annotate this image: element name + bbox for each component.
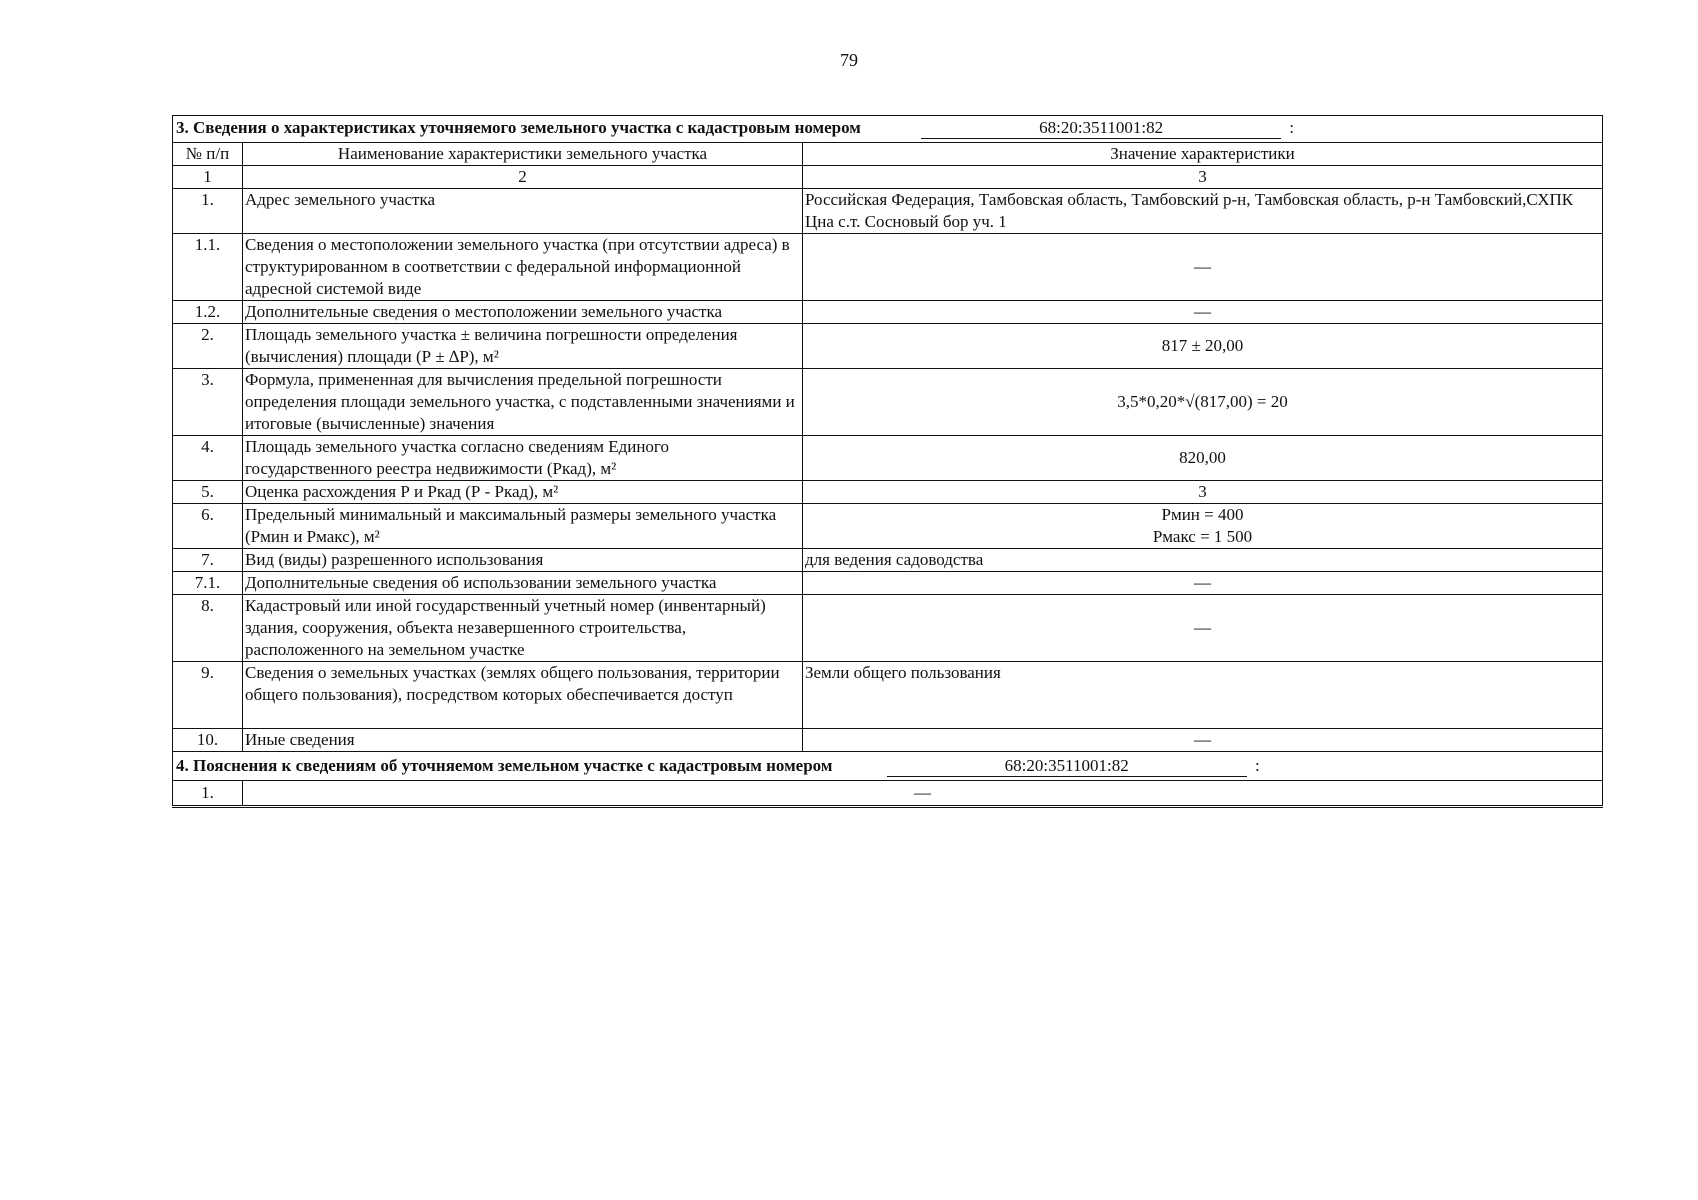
row-value: 817 ± 20,00: [803, 324, 1603, 369]
row-num: 5.: [173, 481, 243, 504]
section-4-suffix: :: [1254, 756, 1260, 775]
row-name: Сведения о земельных участках (землях общего пользования, территории общего пользования), посредством которых обеспечивается доступ: [243, 662, 803, 729]
row-value: —: [803, 729, 1603, 752]
row-value: —: [803, 572, 1603, 595]
column-number-1: 1: [173, 166, 243, 189]
row-num: 1.1.: [173, 234, 243, 301]
section-3-cadastral-number: 68:20:3511001:82: [921, 118, 1281, 139]
section-4-header: [173, 752, 1603, 781]
row-num: 9.: [173, 662, 243, 729]
row-name: Кадастровый или иной государственный учетный номер (инвентарный) здания, сооружения, объекта незавершенного строительства, расположенного на земельном участке: [243, 595, 803, 662]
row-name: Формула, примененная для вычисления предельной погрешности определения площади земельного участка, с подставленными значениями и итоговые (вычисленные) значения: [243, 369, 803, 436]
row-num: 7.1.: [173, 572, 243, 595]
row-value: Российская Федерация, Тамбовская область, Тамбовский р-н, Тамбовская область, р-н Тамбовский,СХПК Цна с.т. Сосновый бор уч. 1: [803, 189, 1603, 234]
row-name: Дополнительные сведения об использовании земельного участка: [243, 572, 803, 595]
column-number-2: 2: [243, 166, 803, 189]
table-row: [173, 595, 1603, 662]
column-headers: [173, 143, 1603, 166]
row-name: Дополнительные сведения о местоположении земельного участка: [243, 301, 803, 324]
row-name: Сведения о местоположении земельного участка (при отсутствии адреса) в структурированном в соответствии с федеральной информационной адресной системой виде: [243, 234, 803, 301]
header-name: Наименование характеристики земельного участка: [243, 143, 803, 166]
section-3-header: [173, 116, 1603, 143]
table-row: [173, 504, 1603, 549]
table-row: [173, 369, 1603, 436]
row-value-max: Рмакс = 1 500: [1152, 527, 1253, 546]
section-3-suffix: :: [1289, 118, 1295, 137]
row-value: —: [243, 781, 1603, 807]
row-value: Земли общего пользования: [803, 662, 1603, 729]
row-name: Адрес земельного участка: [243, 189, 803, 234]
table-row: [173, 729, 1603, 752]
row-value: —: [803, 234, 1603, 301]
row-value: —: [803, 595, 1603, 662]
row-num: 8.: [173, 595, 243, 662]
row-num: 3.: [173, 369, 243, 436]
row-num: 7.: [173, 549, 243, 572]
page-number: 79: [840, 50, 858, 70]
row-num: 10.: [173, 729, 243, 752]
row-value: —: [803, 301, 1603, 324]
row-num: 1.: [173, 781, 243, 807]
table-row: [173, 549, 1603, 572]
table-row: [173, 572, 1603, 595]
row-num: 1.2.: [173, 301, 243, 324]
row-value: 3,5*0,20*√(817,00) = 20: [803, 369, 1603, 436]
column-numbers: [173, 166, 1603, 189]
row-value-min: Рмин = 400: [1161, 505, 1244, 524]
row-name: Иные сведения: [243, 729, 803, 752]
table-row: [173, 781, 1603, 807]
row-num: 1.: [173, 189, 243, 234]
header-value: Значение характеристики: [803, 143, 1603, 166]
section-3-title: 3. Сведения о характеристиках уточняемого земельного участка с кадастровым номером: [176, 118, 861, 137]
row-name: Площадь земельного участка ± величина погрешности определения (вычисления) площади (Р ± ∆Р), м²: [243, 324, 803, 369]
row-name: Площадь земельного участка согласно сведениям Единого государственного реестра недвижимости (Ркад), м²: [243, 436, 803, 481]
table-row: [173, 234, 1603, 301]
row-name: Предельный минимальный и максимальный размеры земельного участка (Рмин и Рмакс), м²: [243, 504, 803, 549]
table-row: [173, 662, 1603, 729]
row-num: 4.: [173, 436, 243, 481]
row-num: 6.: [173, 504, 243, 549]
row-value: 3: [803, 481, 1603, 504]
table-row: [173, 324, 1603, 369]
row-name: Оценка расхождения Р и Ркад (Р - Ркад), м²: [243, 481, 803, 504]
column-number-3: 3: [803, 166, 1603, 189]
section-4-cadastral-number: 68:20:3511001:82: [887, 756, 1247, 777]
row-num: 2.: [173, 324, 243, 369]
section-4-title: 4. Пояснения к сведениям об уточняемом земельном участке с кадастровым номером: [176, 756, 833, 775]
table-row: [173, 436, 1603, 481]
row-value: [803, 504, 1603, 549]
header-num: № п/п: [173, 143, 243, 166]
row-name: Вид (виды) разрешенного использования: [243, 549, 803, 572]
land-plot-table: [172, 115, 1603, 808]
table-row: [173, 189, 1603, 234]
table-row: [173, 481, 1603, 504]
table-row: [173, 301, 1603, 324]
row-value: 820,00: [803, 436, 1603, 481]
row-value: для ведения садоводства: [803, 549, 1603, 572]
